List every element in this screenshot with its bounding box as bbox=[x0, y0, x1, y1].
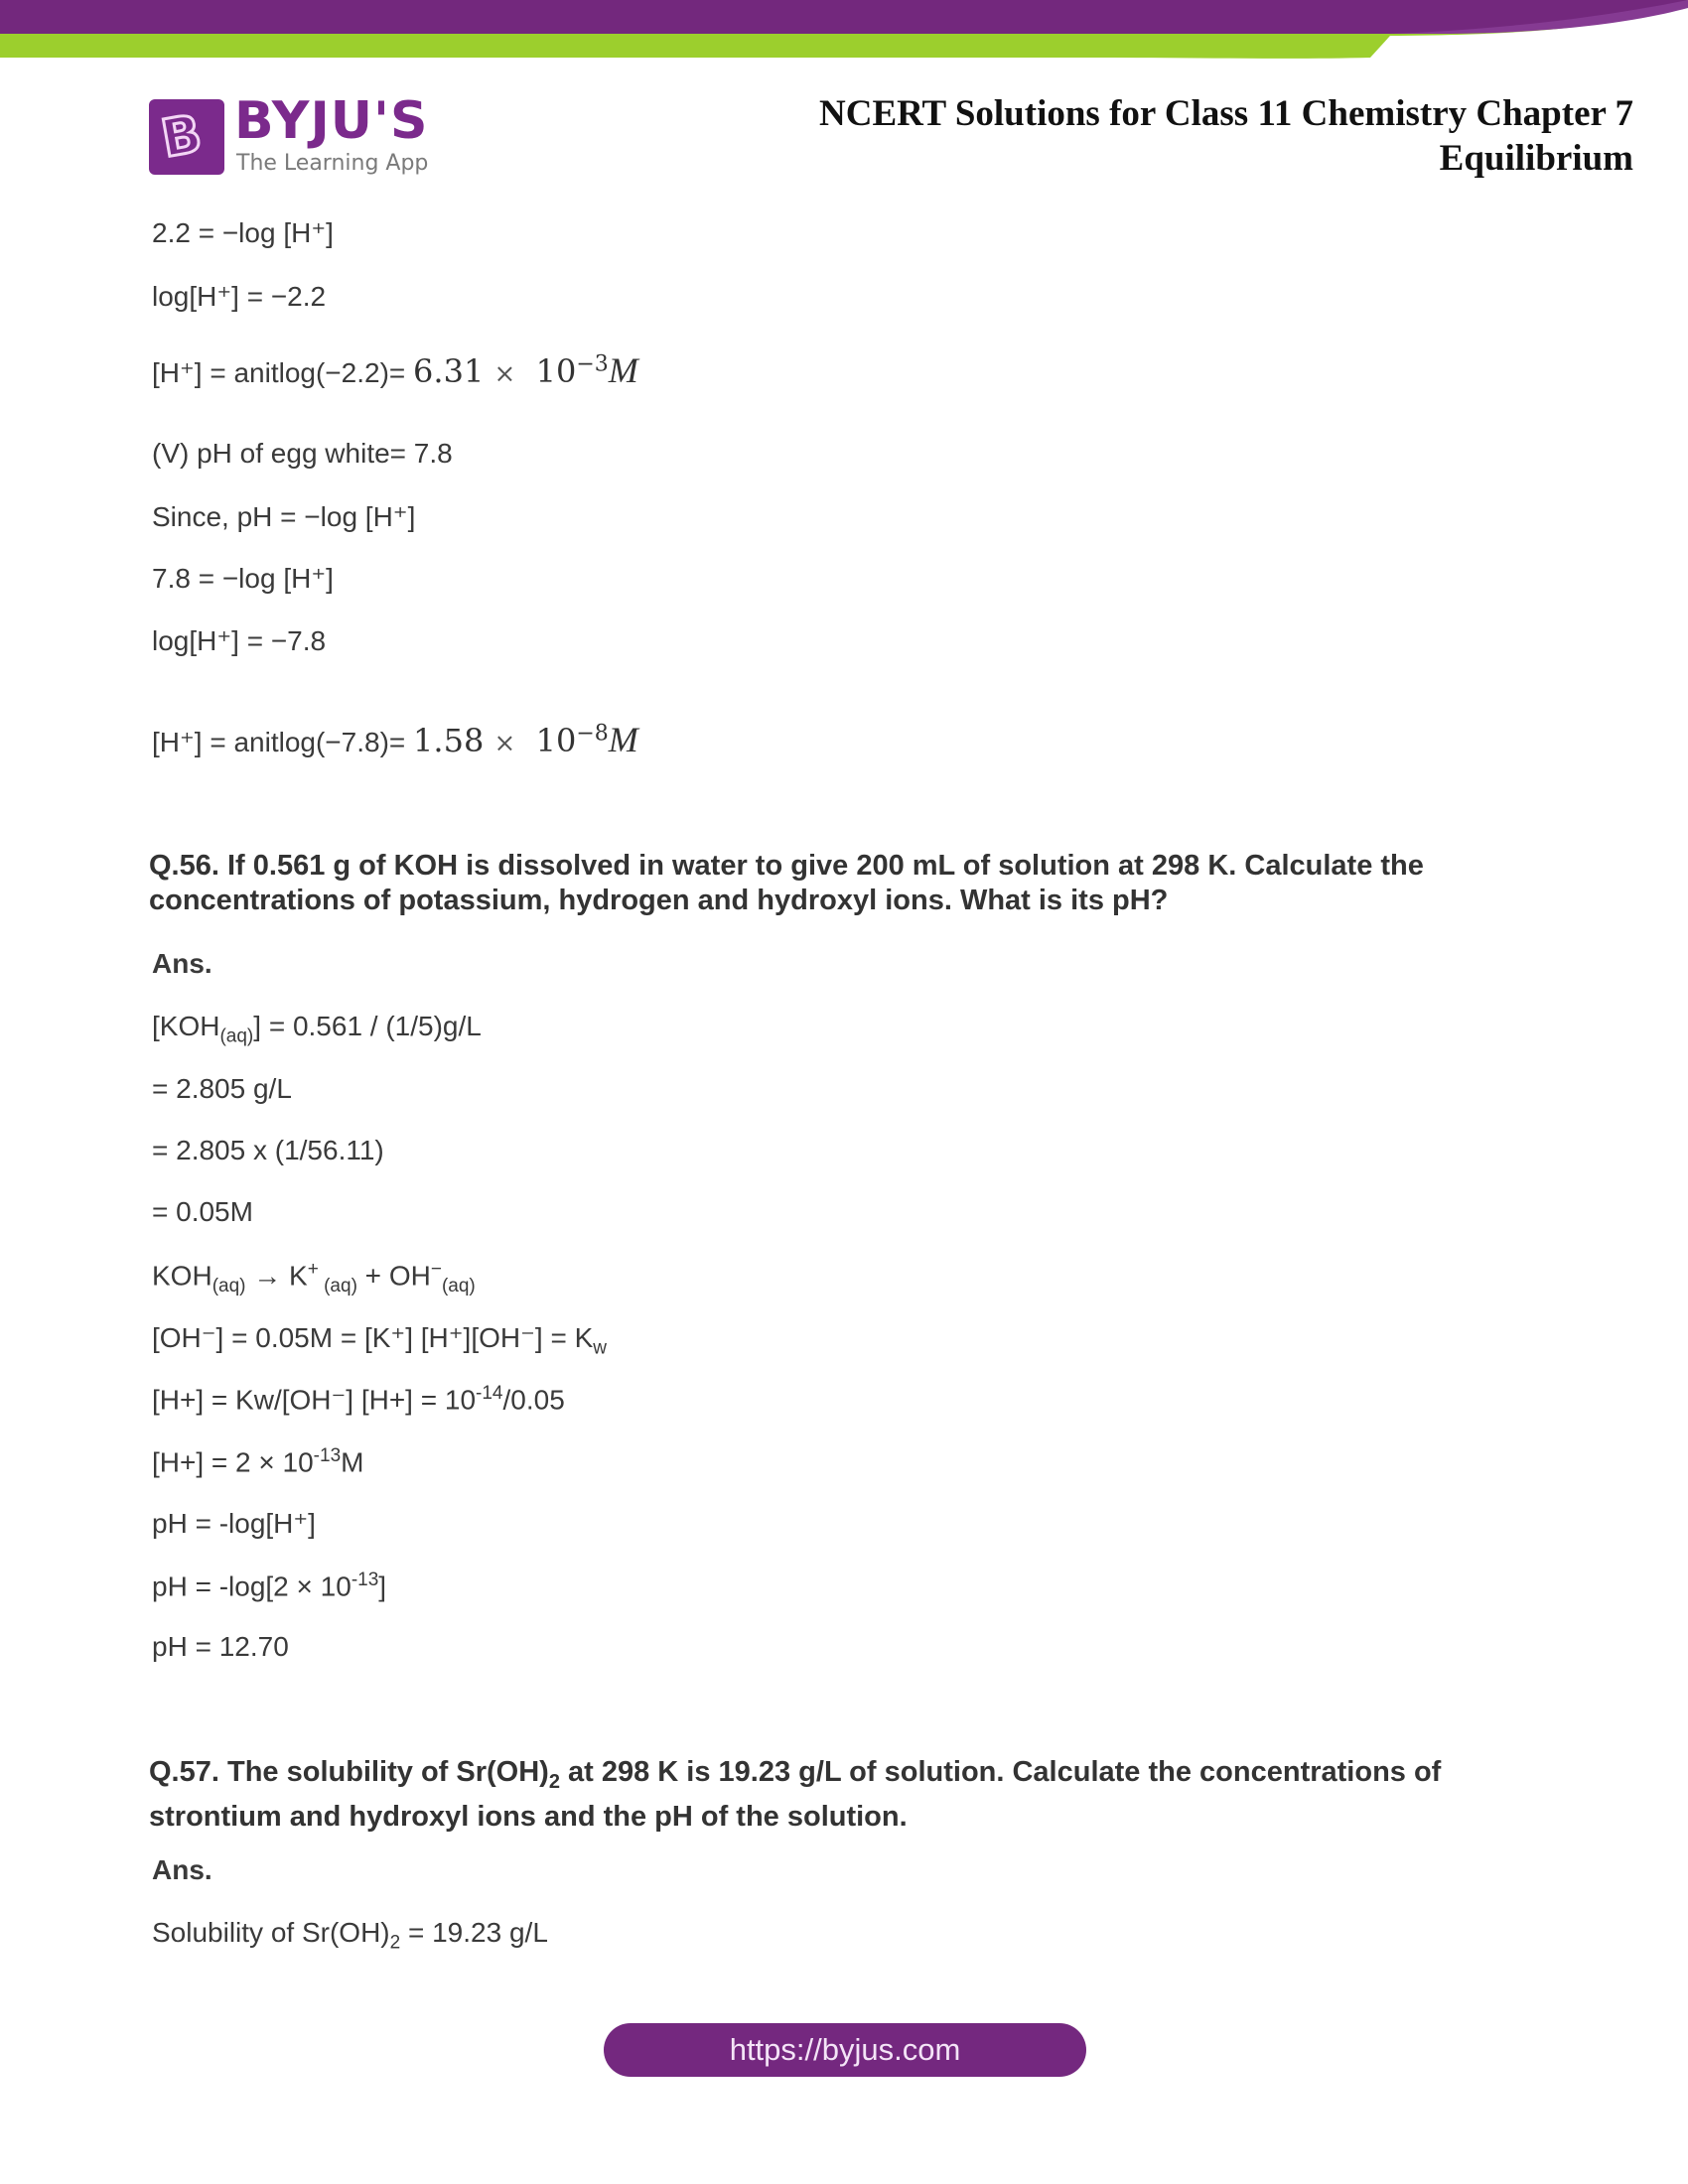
superscript: -13 bbox=[351, 1570, 379, 1590]
equation-line: = 0.05M bbox=[152, 1196, 253, 1227]
byjus-logo bbox=[149, 91, 432, 179]
times-sign: × bbox=[493, 359, 516, 389]
question-57 bbox=[149, 1755, 1559, 1835]
equation-line: Since, pH = −log [H⁺] bbox=[152, 501, 416, 532]
subscript: 2 bbox=[389, 1932, 401, 1954]
title-line-1: NCERT Solutions for Class 11 Chemistry Chapter 7 bbox=[819, 93, 1633, 134]
equation-prefix: [H⁺] = anitlog(−2.2)= bbox=[152, 357, 414, 388]
header-banner bbox=[0, 0, 1688, 60]
base: 10 bbox=[535, 352, 577, 390]
equation-line-antilog bbox=[152, 719, 638, 760]
equation-line bbox=[152, 1321, 607, 1360]
equation-line: log[H⁺] = −2.2 bbox=[152, 281, 327, 312]
brand-tagline: The Learning App bbox=[236, 151, 429, 176]
logo-icon bbox=[149, 99, 224, 175]
text: → K bbox=[245, 1260, 308, 1292]
base: 10 bbox=[535, 722, 577, 759]
equation-line bbox=[152, 1917, 548, 1955]
math-result bbox=[413, 722, 638, 759]
text: KOH bbox=[152, 1260, 212, 1292]
subscript: (aq) bbox=[211, 1275, 246, 1297]
equation-line: = 2.805 g/L bbox=[152, 1073, 292, 1104]
equation-line bbox=[152, 1445, 363, 1478]
times-sign: × bbox=[493, 729, 516, 758]
footer-url-link[interactable]: https://byjus.com bbox=[604, 2023, 1086, 2077]
unit: M bbox=[608, 720, 638, 759]
question-56: Q.56. If 0.561 g of KOH is dissolved in water to give 200 mL of solution at 298 K. Calculate the concentrations of potassium, hydrogen and hydroxyl ions. What is its pH? bbox=[149, 850, 1424, 916]
text: Q.57. The solubility of Sr(OH) bbox=[149, 1756, 549, 1788]
answer-label: Ans. bbox=[152, 948, 212, 979]
text: ] bbox=[378, 1570, 387, 1602]
superscript: -13 bbox=[313, 1445, 342, 1466]
text: M bbox=[341, 1446, 364, 1478]
subscript: (aq) bbox=[318, 1275, 357, 1297]
text: ] = 0.561 / (1/5)g/L bbox=[253, 1011, 482, 1041]
math-result bbox=[413, 352, 638, 390]
brand-name: BYJU'S bbox=[234, 91, 429, 151]
equation-line bbox=[152, 1011, 482, 1048]
text: /0.05 bbox=[502, 1384, 565, 1416]
equation-line: log[H⁺] = −7.8 bbox=[152, 625, 327, 656]
equation-prefix: [H⁺] = anitlog(−7.8)= bbox=[152, 727, 414, 757]
equation-line-antilog bbox=[152, 349, 638, 391]
mantissa: 1.58 bbox=[413, 722, 485, 759]
superscript: -14 bbox=[476, 1383, 503, 1404]
text: [H+] = Kw/[OH⁻] [H+] = 10 bbox=[152, 1384, 477, 1416]
equation-line: 2.2 = −log [H⁺] bbox=[152, 217, 334, 248]
subscript: 2 bbox=[548, 1770, 560, 1793]
text: Solubility of Sr(OH) bbox=[152, 1917, 390, 1948]
subscript: (aq) bbox=[219, 1025, 254, 1047]
text: [H+] = 2 × 10 bbox=[152, 1446, 314, 1478]
equation-line: pH = -log[H⁺] bbox=[152, 1508, 316, 1539]
equation-line bbox=[152, 1383, 565, 1416]
part-v-heading: (V) pH of egg white= 7.8 bbox=[152, 438, 453, 469]
superscript: − bbox=[430, 1259, 442, 1280]
subscript: w bbox=[593, 1337, 607, 1359]
mantissa: 6.31 bbox=[413, 352, 485, 390]
exponent: −3 bbox=[576, 351, 609, 377]
document-title bbox=[819, 91, 1633, 181]
superscript: + bbox=[307, 1259, 319, 1280]
final-answer-line: pH = 12.70 bbox=[152, 1631, 289, 1662]
subscript: (aq) bbox=[441, 1275, 476, 1297]
reaction-equation bbox=[152, 1259, 476, 1297]
equation-line: = 2.805 x (1/56.11) bbox=[152, 1135, 384, 1165]
unit: M bbox=[608, 350, 638, 390]
title-line-2: Equilibrium bbox=[1439, 138, 1633, 179]
text: at 298 K is 19.23 g/L of solution. Calculate the concentrations of strontium and hydroxyl ions and the pH of the solution. bbox=[149, 1756, 1442, 1833]
text: [KOH bbox=[152, 1011, 220, 1041]
exponent: −8 bbox=[576, 721, 609, 747]
text: + OH bbox=[356, 1260, 431, 1292]
text: pH = -log[2 × 10 bbox=[152, 1570, 352, 1602]
text: [OH⁻] = 0.05M = [K⁺] [H⁺][OH⁻] = K bbox=[152, 1322, 594, 1353]
logo-letter: B bbox=[157, 104, 207, 170]
answer-label: Ans. bbox=[152, 1854, 212, 1885]
text: = 19.23 g/L bbox=[400, 1917, 548, 1948]
equation-line: 7.8 = −log [H⁺] bbox=[152, 563, 334, 594]
equation-line bbox=[152, 1570, 386, 1602]
